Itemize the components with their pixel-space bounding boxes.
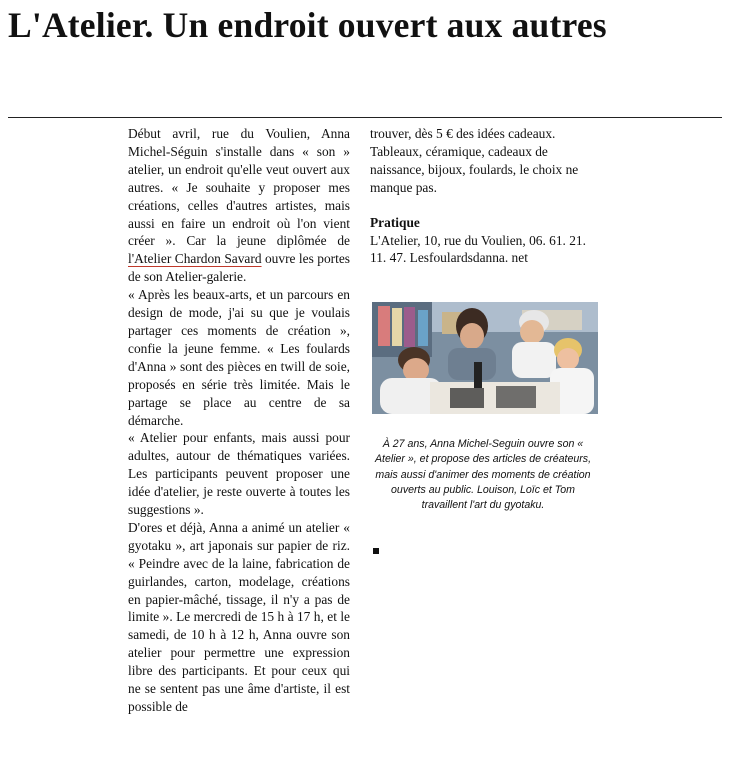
paragraph-gyotaku: D'ores et déjà, Anna a animé un atelier « gyotaku », art japonais sur papier de riz. « Peindre avec de la laine, fabrication de guirlandes, carton, modelage, créations en papier-mâché, tissage, il n'y a pas de limite ». Le mercredi de 15 h à 17 h, et le samedi, de 10 h à 12 h, Anna ouvre son atelier pour permettre une expression libre des participants. Et pour ceux qui ne se sentent pas une âme d'artiste, il est possible de <box>128 519 350 714</box>
paragraph-intro-text: Début avril, rue du Voulien, Anna Michel-Séguin s'installe dans « son » atelier, un endroit qu'elle veut ouvert aux autres. « Je souhaite y proposer mes créations, celles d'autres artistes, mais aussi en faire un endroit où l'on vient créer ». Car la jeune diplômée de <box>128 126 350 249</box>
paragraph-atelier-enfants: « Atelier pour enfants, mais aussi pour adultes, autour de thématiques variées. Les participants peuvent proposer une idée d'atelier, je reste ouverte à toutes les suggestions ». <box>128 430 350 518</box>
paragraph-intro-end: ouvre les portes de son Atelier-galerie. <box>128 251 350 285</box>
paragraph-cadeaux: trouver, dès 5 € des idées cadeaux. Tableaux, céramique, cadeaux de naissance, bijoux, foulards, le choix ne manque pas. <box>370 126 579 195</box>
article-photo <box>372 302 598 414</box>
pratique-text: L'Atelier, 10, rue du Voulien, 06. 61. 21. 11. 47. Lesfoulardsdanna. net <box>370 232 586 266</box>
atelier-chardon-savard-link[interactable]: l'Atelier Chardon Savard <box>128 251 262 267</box>
title-divider <box>8 117 722 118</box>
photo-caption: À 27 ans, Anna Michel-Seguin ouvre son « Atelier », et propose des articles de créateurs, mais aussi d'animer des moments de création ouverts au public. Louison, Loïc et Tom travaillent l'art du gyotaku. <box>374 438 592 512</box>
article-body-column-2 <box>370 125 594 267</box>
article-title: L'Atelier. Un endroit ouvert aux autres <box>8 5 607 45</box>
paragraph-quote-creation: « Après les beaux-arts, et un parcours en design de mode, j'ai su que je voulais partager ces moments de création », confie la jeune femme. « Les foulards d'Anna » sont des pièces en twill de soie, proposés en série très limitée. Mais le partage se place au centre de sa démarche. <box>128 287 350 428</box>
article-body-column-1 <box>128 125 350 716</box>
paragraph-intro <box>128 125 350 286</box>
end-of-article-marker <box>373 548 379 554</box>
pratique-heading: Pratique <box>370 214 420 230</box>
workshop-photo-illustration <box>372 302 598 414</box>
